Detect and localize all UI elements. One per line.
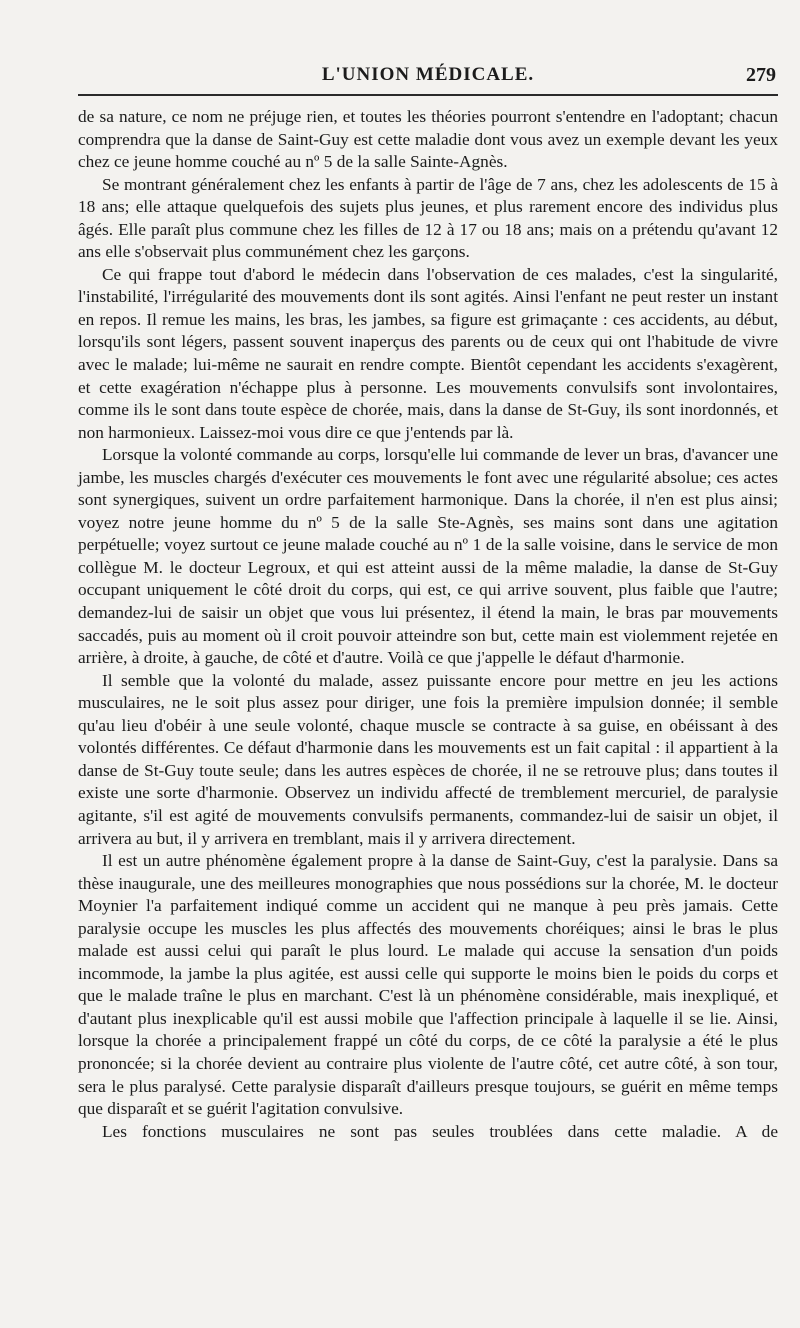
paragraph: Se montrant généralement chez les enfants à partir de l'âge de 7 ans, chez les adolescents de 15 à 18 ans; elle attaque quelquefois des sujets plus jeunes, et plus rarement encore des individus plus âgés. Elle paraît plus commune chez les filles de 12 à 17 ou 18 ans; mais on a prétendu qu'avant 12 ans elle s'observait plus communément chez les garçons. (78, 174, 778, 262)
running-title: L'UNION MÉDICALE. (321, 64, 535, 85)
paragraph: Il semble que la volonté du malade, assez puissante encore pour mettre en jeu les actions musculaires, ne le soit plus assez pour diriger, une fois la première impulsion donnée; il semble qu'au lieu d'obéir à une seule volonté, chaque muscle se contracte à sa guise, en obéissant à des volontés différentes. Ce défaut d'harmonie dans les mouvements est un fait capital : il appartient à la danse de St-Guy toute seule; dans les autres espèces de chorée, il ne se retrouve plus; dans toutes il existe une sorte d'harmonie. Observez un individu affecté de tremblement mercuriel, de paralysie agitante, s'il est agité de mouvements convulsifs permanents, commandez-lui de saisir un objet, il arrivera au but, il y arrivera en tremblant, mais il y arrivera directement. (78, 670, 778, 848)
paragraph: de sa nature, ce nom ne préjuge rien, et toutes les théories pourront s'entendre en l'adoptant; chacun comprendra que la danse de Saint-Guy est cette maladie dont vous avez un exemple devant les yeux chez ce jeune homme couché au nº 5 de la salle Sainte-Agnès. (78, 107, 778, 172)
paragraph: Lorsque la volonté commande au corps, lorsqu'elle lui commande de lever un bras, d'avancer une jambe, les muscles chargés d'exécuter ces mouvements le font avec une régularité absolue; ces actes sont synergiques, suivent un ordre parfaitement harmonique. Dans la chorée, il n'en est plus ainsi; voyez notre jeune homme du nº 5 de la salle Ste-Agnès, ses mains sont dans une agitation perpétuelle; voyez surtout ce jeune malade couché au nº 1 de la salle voisine, dans le service de mon collègue M. le docteur Legroux, et qui est atteint aussi de la même maladie, la danse de St-Guy occupant uniquement le côté droit du corps, qui est, ce qui arrive souvent, plus faible que l'autre; demandez-lui de saisir un objet que vous lui présentez, il étend la main, le bras par mouvements saccadés, puis au moment où il croit pouvoir atteindre son but, cette main est violemment rejetée en arrière, à droite, à gauche, de côté et d'autre. Voilà ce que j'appelle le défaut d'harmonie. (78, 445, 778, 668)
body-text (78, 106, 778, 1143)
page-header (78, 62, 778, 96)
paragraph: Les fonctions musculaires ne sont pas seules troublées dans cette maladie. A de (102, 1121, 778, 1141)
paragraph: Il est un autre phénomène également propre à la danse de Saint-Guy, c'est la paralysie. Dans sa thèse inaugurale, une des meilleures monographies que nous possédions sur la chorée, M. le docteur Moynier l'a parfaitement indiqué comme un accident qui ne manque à peu près jamais. Cette paralysie occupe les muscles les plus affectés des mouvements choréiques; ainsi le bras le plus malade est aussi celui qui paraît le plus lourd. Le malade qui accuse la sensation d'un poids incommode, la jambe la plus agitée, est aussi celle qui supporte le moins bien le poids du corps et que le malade traîne le plus en marchant. C'est là un phénomène considérable, mais inexpliqué, et d'autant plus inexplicable qu'il est aussi mobile que l'affection principale à laquelle il se lie. Ainsi, lorsque la chorée a principalement frappé un côté du corps, de ce côté la paralysie a été le plus prononcée; si la chorée devient au contraire plus violente de l'autre côté, cet autre côté, à son tour, sera le plus paralysé. Cette paralysie disparaît d'ailleurs presque toujours, se guérit en même temps que disparaît et se guérit l'agitation convulsive. (78, 851, 778, 1119)
paragraph: Ce qui frappe tout d'abord le médecin dans l'observation de ces malades, c'est la singularité, l'instabilité, l'irrégularité des mouvements dont ils sont agités. Ainsi l'enfant ne peut rester un instant en repos. Il remue les mains, les bras, les jambes, sa figure est grimaçante : ces accidents, au début, lorsqu'ils sont légers, passent souvent inaperçus des parents ou de ceux qui ont l'habitude de vivre avec le malade; lui-même ne saurait en rendre compte. Bientôt cependant les accidents s'exagèrent, et cette exagération n'échappe plus à personne. Les mouvements convulsifs sont involontaires, comme ils le sont dans toute espèce de chorée, mais, dans la danse de St-Guy, ils sont inordonnés, et non harmonieux. Laissez-moi vous dire ce que j'entends par là. (78, 264, 778, 442)
page-number: 279 (746, 64, 776, 86)
